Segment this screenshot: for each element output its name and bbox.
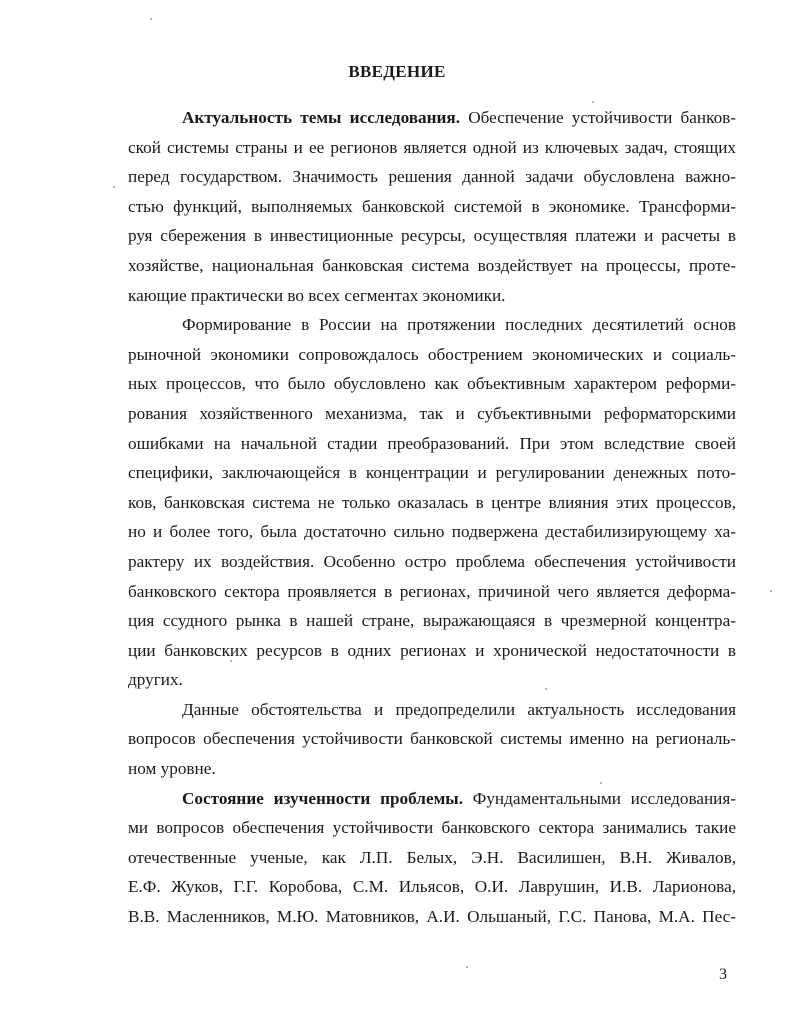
text-line: хозяйстве, национальная банковская система воздействует на процессы, проте- xyxy=(128,255,736,275)
research-state-heading: Состояние изученности проблемы. xyxy=(182,788,463,808)
text-line: Состояние изученности проблемы. Фундаментальными исследования- xyxy=(182,788,736,808)
paragraph-state-of-research xyxy=(128,784,736,932)
text-line: стью функций, выполняемых банковской системой в экономике. Трансформи- xyxy=(128,196,736,216)
text-line: ном уровне. xyxy=(128,759,216,779)
text-line: ми вопросов обеспечения устойчивости банковского сектора занимались такие xyxy=(128,818,736,838)
text-line: рактеру их воздействия. Особенно остро проблема обеспечения устойчивости xyxy=(128,551,736,571)
scan-speck xyxy=(113,186,115,188)
text-line: ков, банковская система не только оказалась в центре влияния этих процессов, xyxy=(128,492,736,512)
text-line: но и более того, была достаточно сильно подвержена дестабилизирующему ха- xyxy=(128,522,736,542)
text-line: В.В. Масленников, М.Ю. Матовников, А.И. Ольшаный, Г.С. Панова, М.А. Пес- xyxy=(128,907,736,927)
body-text xyxy=(128,103,736,932)
text-line: специфики, заключающейся в концентрации и регулировании денежных пото- xyxy=(128,463,736,483)
text-line: ных процессов, что было обусловлено как объективным характером реформи- xyxy=(128,374,736,394)
scan-speck xyxy=(600,782,602,784)
text-line: Актуальность темы исследования. Обеспечение устойчивости банков- xyxy=(182,108,736,127)
scan-speck xyxy=(770,590,772,592)
paragraph-relevance xyxy=(128,103,736,310)
text-line: перед государством. Значимость решения данной задачи обусловлена важно- xyxy=(128,167,736,187)
text-line: ции банковских ресурсов в одних регионах и хронической недостаточности в xyxy=(128,640,736,660)
text-line: Данные обстоятельства и предопределили актуальность исследования xyxy=(182,699,736,719)
text-line: других. xyxy=(128,670,183,690)
paragraph-circumstances xyxy=(128,695,736,784)
text-line: Е.Ф. Жуков, Г.Г. Коробова, С.М. Ильясов, О.И. Лаврушин, И.В. Ларионова, xyxy=(128,877,736,897)
scan-speck xyxy=(592,101,594,103)
text-line: вопросов обеспечения устойчивости банковской системы именно на региональ- xyxy=(128,729,736,749)
text-line: отечественные ученые, как Л.П. Белых, Э.Н. Василишен, В.Н. Живалов, xyxy=(128,847,736,867)
relevance-heading: Актуальность темы исследования. xyxy=(182,108,461,127)
page-title: ВВЕДЕНИЕ xyxy=(348,62,446,81)
text-line: Формирование в России на протяжении последних десятилетий основ xyxy=(182,315,736,335)
text-line: кающие практически во всех сегментах экономики. xyxy=(128,285,506,305)
text-line: рыночной экономики сопровождалось обострением экономических и социаль- xyxy=(128,344,736,364)
scan-speck xyxy=(545,688,547,690)
scan-speck xyxy=(466,966,468,968)
scan-speck xyxy=(150,18,152,20)
text-line: рования хозяйственного механизма, так и субъективными реформаторскими xyxy=(128,403,736,423)
scan-speck xyxy=(230,660,232,662)
paragraph-formation xyxy=(128,310,736,695)
text-line: руя сбережения в инвестиционные ресурсы, осуществляя платежи и расчеты в xyxy=(128,226,736,246)
page-number: 3 xyxy=(719,966,727,983)
text-line: ция ссудного рынка в нашей стране, выражающаяся в чрезмерной концентра- xyxy=(128,611,736,631)
text-line: ошибками на начальной стадии преобразований. При этом вследствие своей xyxy=(128,433,736,453)
text-line: банковского сектора проявляется в регионах, причиной чего является деформа- xyxy=(128,581,736,601)
text-line: ской системы страны и ее регионов является одной из ключевых задач, стоящих xyxy=(128,137,736,157)
